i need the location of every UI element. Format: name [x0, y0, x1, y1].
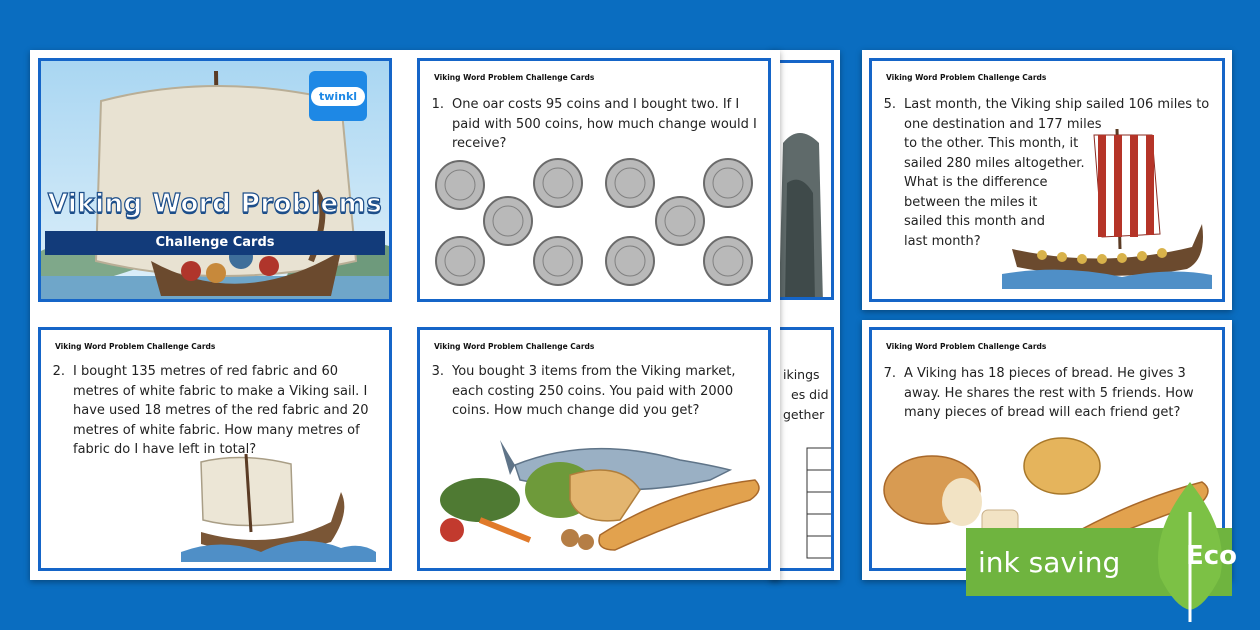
question-number: 2.: [52, 364, 65, 379]
question-line: Last month, the Viking ship sailed 106 miles to: [904, 97, 1210, 112]
viking-longship-image: [181, 452, 381, 562]
hidden-fragment-1: ikings: [783, 367, 820, 382]
question-line: to the other. This month, it: [904, 136, 1079, 151]
card-header: Viking Word Problem Challenge Cards: [886, 342, 1047, 351]
eco-label: Eco: [1186, 541, 1238, 571]
question-3: [424, 362, 758, 421]
cover-card: [38, 58, 392, 302]
answer-grid: [779, 330, 834, 571]
question-number: 7.: [883, 366, 896, 381]
striped-sail-ship-image: [1002, 129, 1212, 299]
challenge-card-3: [417, 327, 771, 571]
challenge-card-5: [869, 58, 1225, 302]
coins-image: [420, 157, 768, 297]
card-header: Viking Word Problem Challenge Cards: [434, 342, 595, 351]
card-header: Viking Word Problem Challenge Cards: [55, 342, 216, 351]
card-header: Viking Word Problem Challenge Cards: [434, 73, 595, 82]
challenge-card-1: [417, 58, 771, 302]
logo-text: twinkl: [311, 87, 365, 106]
question-line: between the miles it: [904, 194, 1038, 210]
question-line: sailed 280 miles altogether.: [904, 155, 1085, 171]
hidden-fragment-3: gether: [783, 407, 825, 422]
viking-figure-image: [779, 63, 834, 300]
question-7: [876, 364, 1212, 423]
hidden-card-top: [776, 60, 834, 300]
market-food-image: [420, 430, 768, 560]
cover-title: Viking Word Problems: [47, 189, 383, 219]
cover-subtitle: Challenge Cards: [45, 231, 385, 255]
ink-saving-label: ink saving: [978, 545, 1121, 579]
question-text: One oar costs 95 coins and I bought two. If I paid with 500 coins, how much change would I receive?: [452, 97, 757, 151]
question-text: A Viking has 18 pieces of bread. He gives 3 away. He shares the rest with 5 friends. How many pieces of bread will each friend get?: [904, 366, 1194, 420]
question-line: last month?: [904, 233, 981, 249]
hidden-fragment-2: es did: [791, 387, 829, 402]
question-text: I bought 135 metres of red fabric and 60 metres of white fabric to make a Viking sail. I have used 18 metres of the red fabric and 20 metres of white fabric. How many metres of fabric do I have left in total?: [73, 364, 369, 457]
question-2: [45, 362, 379, 460]
hidden-card-bottom: [776, 327, 834, 571]
question-line: sailed this month and: [904, 214, 1045, 229]
card-header: Viking Word Problem Challenge Cards: [886, 73, 1047, 82]
twinkl-logo: [309, 71, 367, 121]
question-line: one destination and 177 miles: [904, 116, 1102, 132]
challenge-card-2: [38, 327, 392, 571]
question-1: [424, 95, 758, 154]
question-number: 5.: [883, 97, 896, 112]
question-number: 3.: [431, 364, 444, 379]
question-text: You bought 3 items from the Viking market, each costing 250 coins. You paid with 2000 coins. How much change did you get?: [452, 364, 736, 418]
question-number: 1.: [431, 97, 444, 112]
question-line: What is the difference: [904, 175, 1048, 190]
